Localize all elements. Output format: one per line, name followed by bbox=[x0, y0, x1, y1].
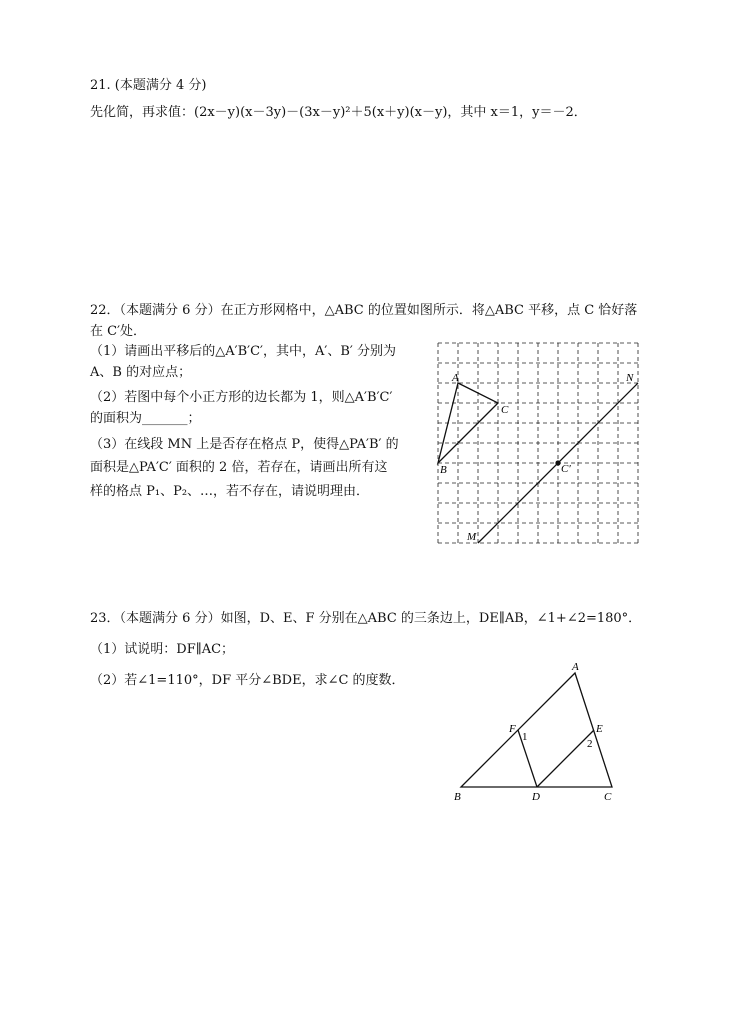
q23-part1: （1）试说明：DF∥AC； bbox=[90, 642, 235, 657]
q21-body: 先化简，再求值：(2x－y)(x－3y)－(3x－y)²＋5(x＋y)(x－y)，其中 x＝1，y＝－2． bbox=[90, 105, 587, 120]
label-c-prime: C′ bbox=[561, 463, 571, 475]
triangle-abc bbox=[461, 673, 612, 787]
q22-part3-line3: 样的格点 P₁、P₂、…，若不存在，请说明理由． bbox=[90, 484, 370, 499]
label-angle-2: 2 bbox=[587, 738, 593, 750]
label-d: D bbox=[532, 791, 540, 803]
q22-part3-line2: 面积是△PA′C′ 面积的 2 倍，若存在，请画出所有这 bbox=[90, 460, 388, 475]
label-b: B bbox=[440, 464, 447, 476]
label-m: M bbox=[467, 531, 477, 543]
q22-intro-line1: 22．（本题满分 6 分）在正方形网格中，△ABC 的位置如图所示．将△ABC 平移，点 C 恰好落 bbox=[90, 303, 638, 318]
label-e: E bbox=[596, 723, 603, 735]
q22-part1-line1: （1）请画出平移后的△A′B′C′，其中，A′、B′ 分别为 bbox=[90, 344, 396, 359]
label-c: C bbox=[604, 791, 612, 803]
label-n: N bbox=[626, 372, 634, 384]
grid-lines bbox=[438, 343, 638, 543]
label-angle-1: 1 bbox=[522, 731, 528, 743]
point-c-prime bbox=[555, 460, 560, 465]
segment-de bbox=[537, 730, 594, 787]
label-a: A bbox=[572, 661, 579, 673]
q22-part3-line1: （3）在线段 MN 上是否存在格点 P，使得△PA′B′ 的 bbox=[90, 437, 399, 452]
segment-df bbox=[518, 730, 537, 787]
q23-part2: （2）若∠1=110°，DF 平分∠BDE，求∠C 的度数． bbox=[90, 673, 405, 688]
q21-header: 21. (本题满分 4 分) bbox=[90, 78, 207, 93]
label-a: A bbox=[452, 372, 459, 384]
q22-intro-line2: 在 C′处． bbox=[90, 324, 147, 339]
label-f: F bbox=[509, 723, 516, 735]
label-b: B bbox=[454, 791, 461, 803]
q22-part1-line2: A、B 的对应点； bbox=[90, 365, 192, 380]
q22-grid-figure bbox=[430, 336, 650, 552]
q23-intro: 23．（本题满分 6 分）如图，D、E、F 分别在△ABC 的三条边上，DE∥AB，∠1+∠2=180°． bbox=[90, 611, 642, 626]
label-c: C bbox=[501, 404, 509, 416]
q22-part2-line1: （2）若图中每个小正方形的边长都为 1，则△A′B′C′ bbox=[90, 390, 393, 405]
q22-part2-line2: 的面积为_______； bbox=[90, 411, 201, 426]
q23-triangle-figure bbox=[445, 655, 625, 805]
